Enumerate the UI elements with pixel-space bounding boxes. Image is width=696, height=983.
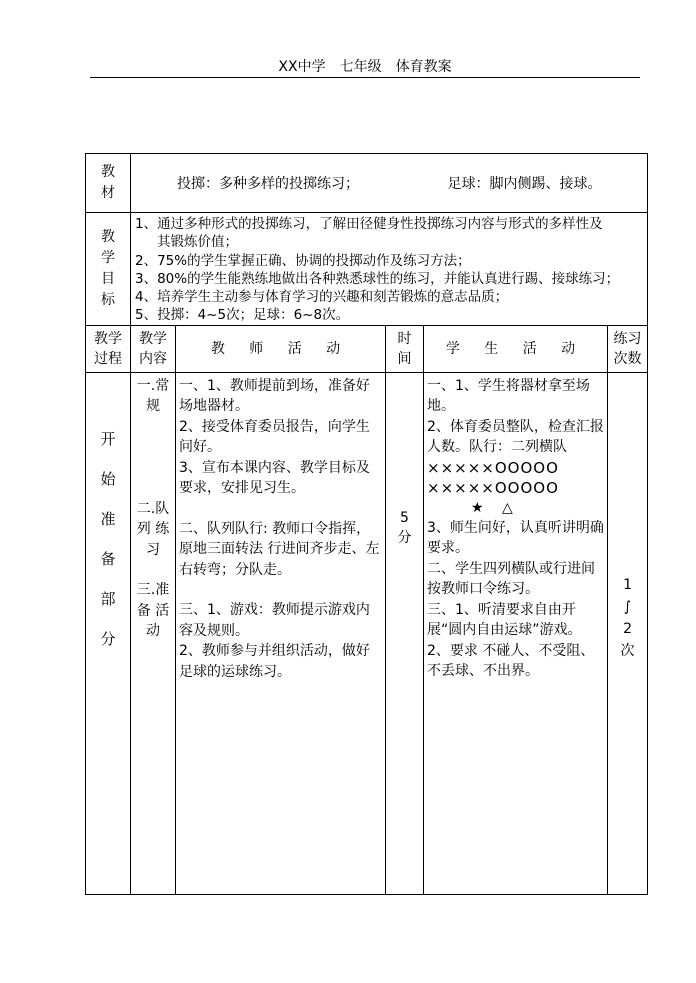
stage-content: 一.常 规 二.队 列 练 习 三.准 备 活 动 [131,372,176,894]
material-content [131,154,648,213]
student-activity-header: 学 生 活 动 [424,325,608,372]
goal-item: 1、通过多种形式的投掷练习，了解田径健身性投掷练习内容与形式的多样性及 [135,216,603,232]
goal-item: 其锻炼价值； [157,234,238,251]
triangle-icon: △ [502,499,513,516]
content-header: 教学 内容 [131,325,176,372]
goal-item: 2、75%的学生掌握正确、协调的投掷动作及练习方法； [135,252,471,269]
warmup-row [86,372,648,894]
throwing-text: 投掷：多种多样的投掷练习； [177,176,359,192]
formation-row: ×××××OOOOO [427,478,559,497]
goals-list [131,213,648,326]
stage-label: 开 始 准 备 部 分 [86,372,131,894]
student-activity: 一、1、学生将器材拿至场地。 2、体育委员整队，检查汇报人数。队行：二列横队 ×××××OOOOO ×××××OOOOO ★ △ 3、师生问好，认真听讲明确要求。 二、学生四列横队或行进间按教师口令练习。 三、1、听清要求自由开展“圆内自由运球”游戏。 2、要求 不碰人、不受阻、不丢球、不出界。 [424,372,608,894]
column-header-row [86,325,648,372]
material-label: 教 材 [86,154,131,213]
page-header: XX中学 七年级 体育教案 [90,58,640,78]
teacher-activity-header: 教 师 活 动 [176,325,386,372]
count-header: 练习 次数 [608,325,648,372]
time-value: 5 分 [386,372,424,894]
time-header: 时 间 [386,325,424,372]
lesson-plan-table [85,153,648,895]
goal-item: 5、投掷：4~5次；足球：6~8次。 [135,307,350,324]
goal-item: 3、80%的学生能熟练地做出各种熟悉球性的练习，并能认真进行踢、接球练习； [135,270,620,287]
formation-row: ×××××OOOOO [427,458,559,477]
process-header: 教学 过程 [86,325,131,372]
teacher-activity: 一、1、教师提前到场，准备好场地器材。 2、接受体育委员报告，向学生问好。 3、宣布本课内容、教学目标及要求，安排见习生。 二、队列队行: 教师口令指挥，原地三面转法 行进间齐步走、左右转弯；分队走。 三、1、游戏：教师提示游戏内容及规则。 2、教师参与并组织活动，做好足球的运球练习。 [176,372,386,894]
goal-item: 4、培养学生主动参与体育学习的兴趣和刻苦锻炼的意志品质； [135,289,509,306]
goals-label: 教 学 目 标 [86,213,131,326]
star-icon: ★ [471,499,484,516]
football-text: 足球：脚内侧踢、接球。 [447,176,602,192]
material-row [86,154,648,213]
count-value: 1 ∫ 2 次 [608,372,648,894]
goals-row [86,213,648,326]
